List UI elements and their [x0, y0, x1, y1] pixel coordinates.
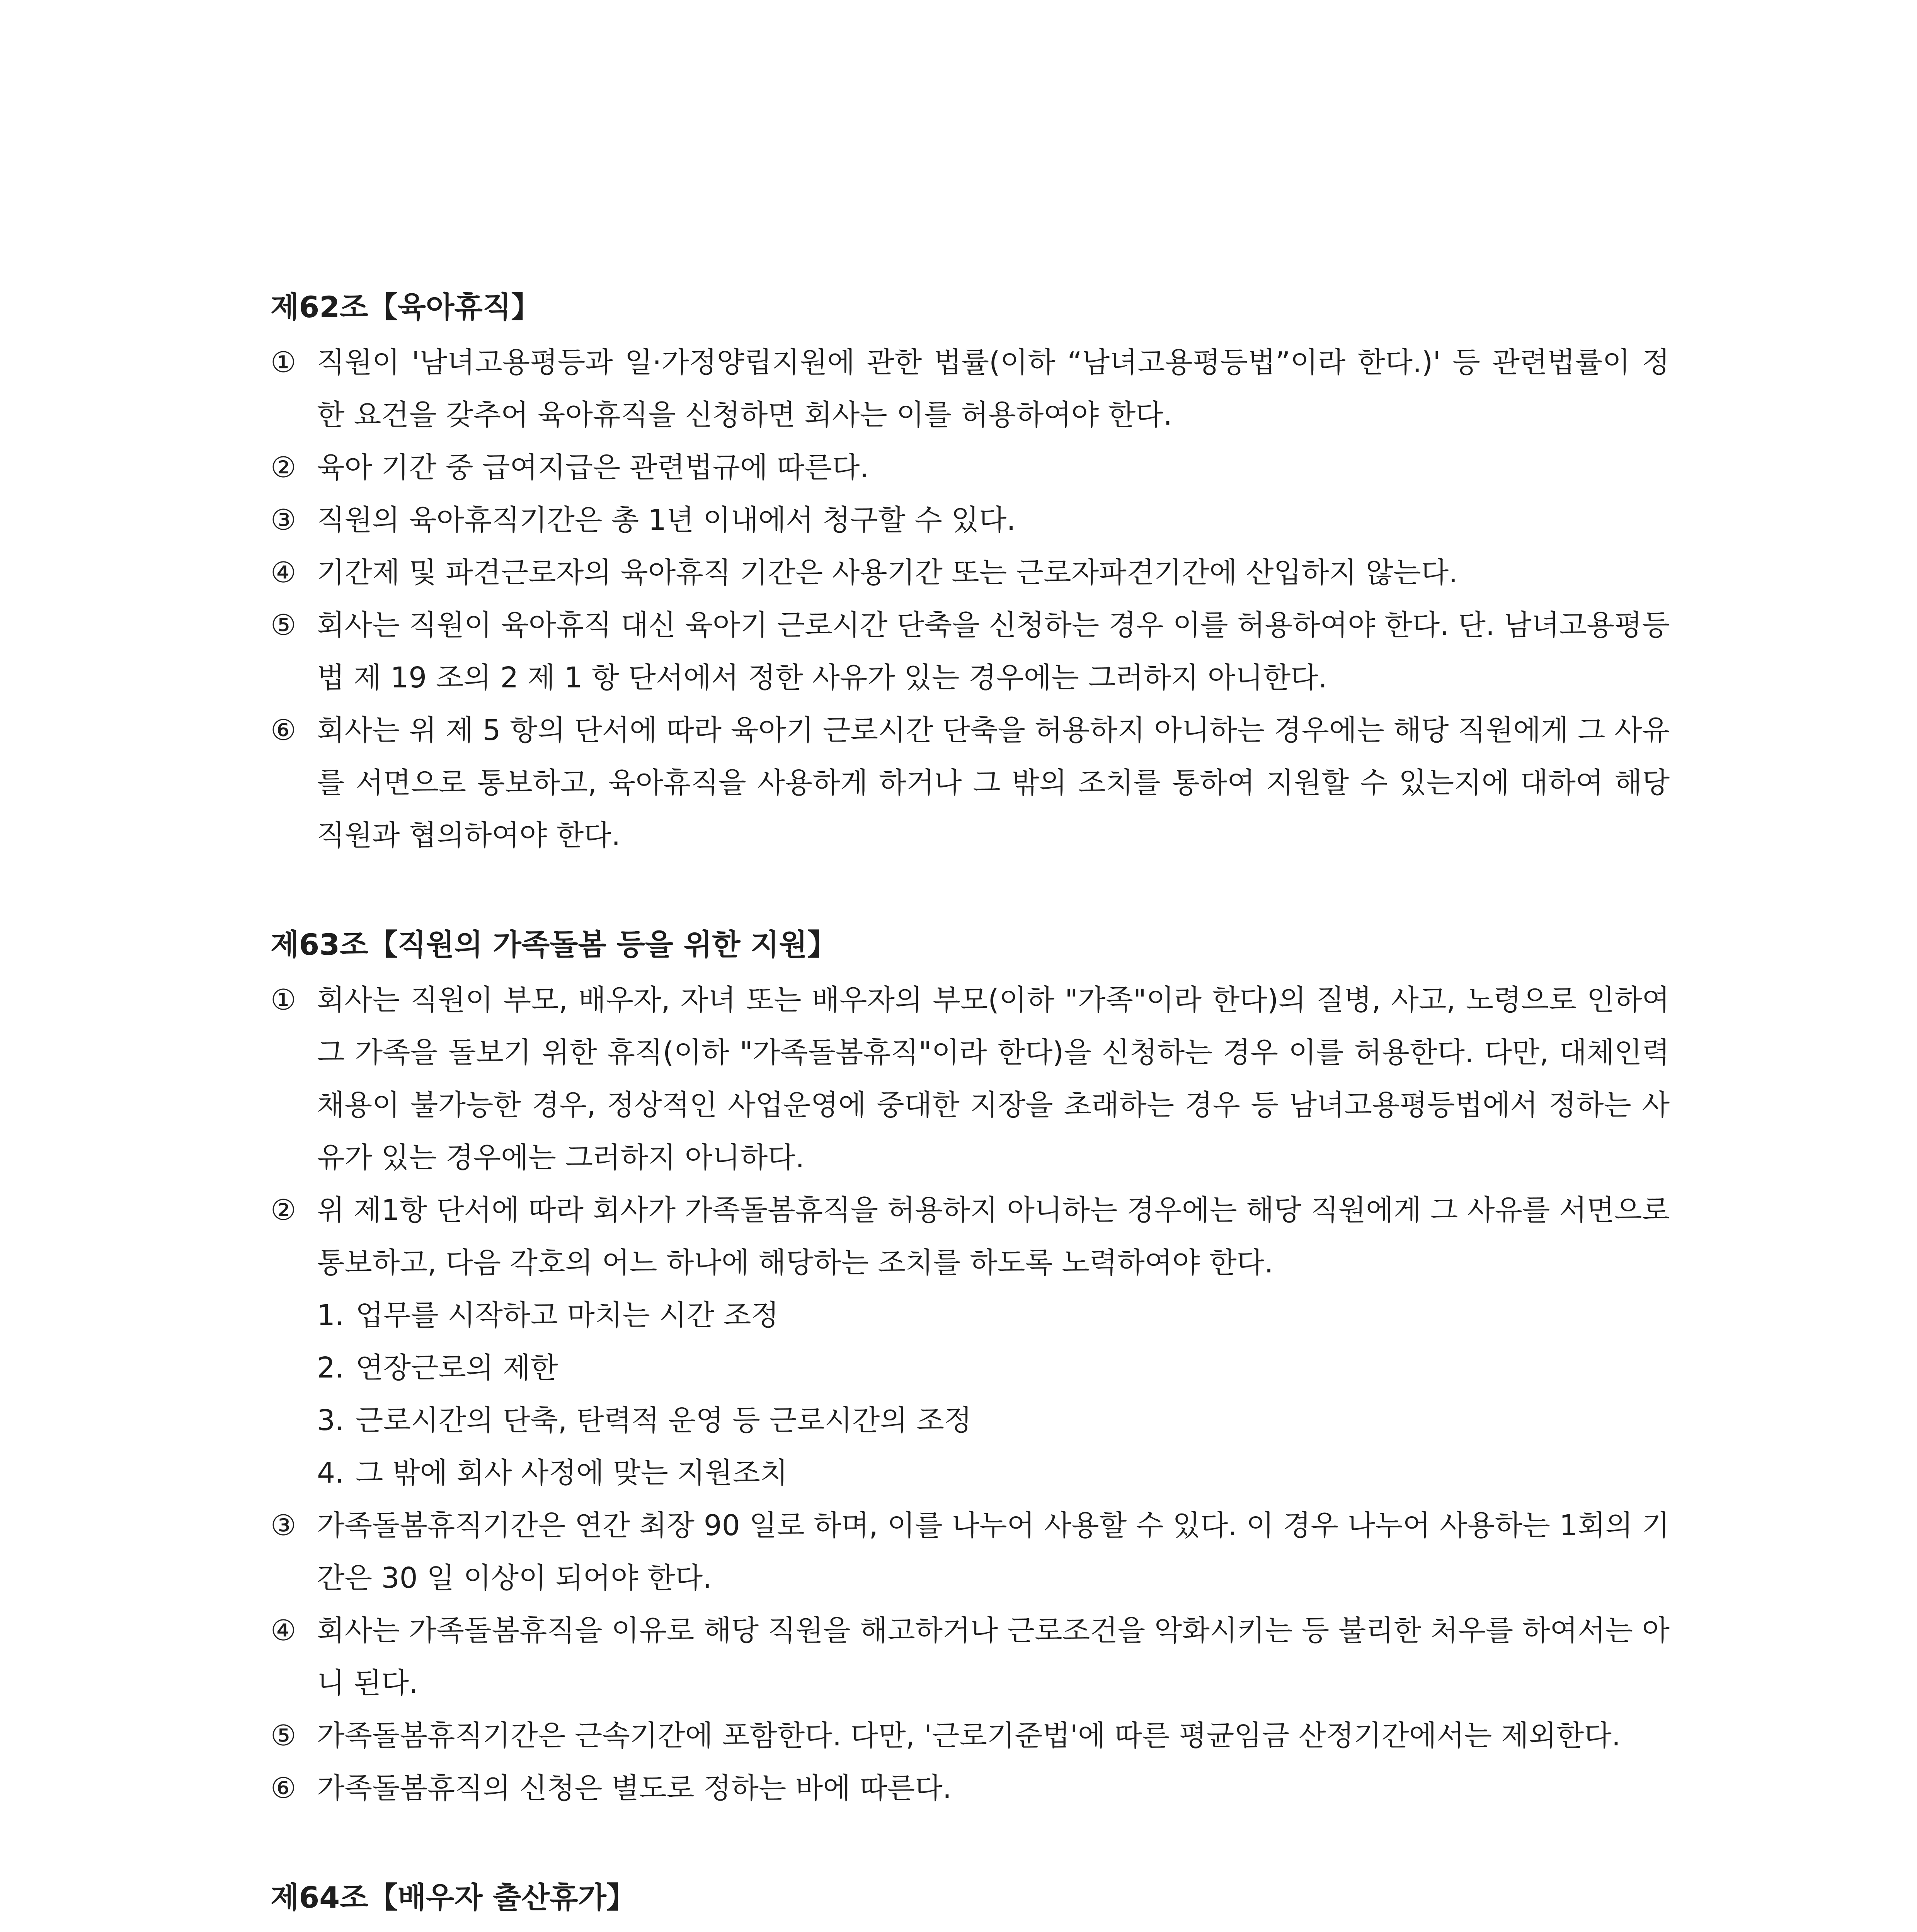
article-64 — [271, 1872, 1670, 1932]
item-marker: ⑥ — [271, 714, 296, 747]
subitem-number: 3. — [317, 1404, 344, 1437]
article-62-item-1 — [271, 336, 1670, 441]
item-marker: ④ — [271, 556, 296, 589]
item-marker: ⑤ — [271, 1719, 296, 1752]
item-marker: ③ — [271, 1509, 296, 1542]
item-marker: ② — [271, 1194, 296, 1227]
subitem-text: 근로시간의 단축, 탄력적 운영 등 근로시간의 조정 — [356, 1404, 972, 1437]
subitem-text: 연장근로의 제한 — [356, 1351, 558, 1384]
article-63-item-5 — [271, 1709, 1670, 1762]
article-62-title: 제62조【육아휴직】 — [271, 290, 541, 324]
item-marker: ② — [271, 451, 296, 484]
item-text: 기간제 및 파견근로자의 육아휴직 기간은 사용기간 또는 근로자파견기간에 산입하지 않는다. — [317, 556, 1458, 589]
item-text: 직원이 '남녀고용평등과 일·가정양립지원에 관한 법률(이하 “남녀고용평등법”이라 한다.)' 등 관련법률이 정한 요건을 갖추어 육아휴직을 신청하면 회사는 이를 허용하여야 한다. — [317, 346, 1670, 432]
article-62-item-3 — [271, 494, 1670, 546]
article-62 — [271, 282, 1670, 862]
article-63-item-3 — [271, 1499, 1670, 1604]
subitem-text: 그 밖에 회사 사정에 맞는 지원조치 — [356, 1456, 788, 1490]
article-63-subitem-list — [271, 1289, 1670, 1499]
item-text: 위 제1항 단서에 따라 회사가 가족돌봄휴직을 허용하지 아니하는 경우에는 해당 직원에게 그 사유를 서면으로 통보하고, 다음 각호의 어느 하나에 해당하는 조치를 하도록 노력하여야 한다. — [317, 1194, 1670, 1279]
item-text: 가족돌봄휴직의 신청은 별도로 정하는 바에 따른다. — [317, 1772, 952, 1805]
page-content — [271, 282, 1670, 1932]
article-63-title: 제63조【직원의 가족돌봄 등을 위한 지원】 — [271, 927, 837, 962]
subitem-3 — [317, 1394, 1670, 1447]
item-text: 가족돌봄휴직기간은 연간 최장 90 일로 하며, 이를 나누어 사용할 수 있다. 이 경우 나누어 사용하는 1회의 기간은 30 일 이상이 되어야 한다. — [317, 1509, 1670, 1595]
article-63-item-4 — [271, 1604, 1670, 1709]
item-marker: ⑤ — [271, 609, 296, 642]
article-62-item-2 — [271, 441, 1670, 494]
article-63 — [271, 920, 1670, 1815]
section-spacer — [271, 862, 1670, 920]
article-63-item-2 — [271, 1184, 1670, 1289]
article-63-item-6 — [271, 1762, 1670, 1815]
item-text: 회사는 위 제 5 항의 단서에 따라 육아기 근로시간 단축을 허용하지 아니하는 경우에는 해당 직원에게 그 사유를 서면으로 통보하고, 육아휴직을 사용하게 하거나 그 밖의 조치를 통하여 지원할 수 있는지에 대하여 해당 직원과 협의하여야 한다. — [317, 714, 1670, 852]
subitem-number: 2. — [317, 1351, 344, 1384]
item-marker: ① — [271, 346, 296, 379]
item-marker: ① — [271, 983, 296, 1017]
item-marker: ④ — [271, 1614, 296, 1647]
item-text: 회사는 직원이 부모, 배우자, 자녀 또는 배우자의 부모(이하 "가족"이라 한다)의 질병, 사고, 노령으로 인하여 그 가족을 돌보기 위한 휴직(이하 "가족돌봄휴직"이라 한다)을 신청하는 경우 이를 허용한다. 다만, 대체인력 채용이 불가능한 경우, 정상적인 사업운영에 중대한 지장을 초래하는 경우 등 남녀고용평등법에서 정하는 사유가 있는 경우에는 그러하지 아니하다. — [317, 983, 1670, 1174]
item-marker: ⑥ — [271, 1772, 296, 1805]
item-marker: ③ — [271, 503, 296, 537]
article-62-item-4 — [271, 546, 1670, 599]
article-64-title: 제64조【배우자 출산휴가】 — [271, 1880, 636, 1915]
subitem-2 — [317, 1342, 1670, 1394]
article-63-item-1 — [271, 974, 1670, 1184]
item-text: 육아 기간 중 급여지급은 관련법규에 따른다. — [317, 451, 869, 484]
article-62-item-5 — [271, 599, 1670, 704]
article-62-item-6 — [271, 704, 1670, 862]
item-text: 회사는 가족돌봄휴직을 이유로 해당 직원을 해고하거나 근로조건을 악화시키는 등 불리한 처우를 하여서는 아니 된다. — [317, 1614, 1670, 1700]
subitem-number: 1. — [317, 1299, 344, 1332]
item-text: 회사는 직원이 육아휴직 대신 육아기 근로시간 단축을 신청하는 경우 이를 허용하여야 한다. 단. 남녀고용평등법 제 19 조의 2 제 1 항 단서에서 정한 사유가 있는 경우에는 그러하지 아니한다. — [317, 609, 1670, 694]
section-spacer — [271, 1815, 1670, 1872]
item-text: 가족돌봄휴직기간은 근속기간에 포함한다. 다만, '근로기준법'에 따른 평균임금 산정기간에서는 제외한다. — [317, 1719, 1621, 1752]
subitem-1 — [317, 1289, 1670, 1342]
item-text: 직원의 육아휴직기간은 총 1년 이내에서 청구할 수 있다. — [317, 503, 1016, 537]
article-64-body — [271, 1927, 1670, 1932]
subitem-4 — [317, 1447, 1670, 1499]
subitem-text: 업무를 시작하고 마치는 시간 조정 — [356, 1299, 779, 1332]
subitem-number: 4. — [317, 1456, 344, 1490]
